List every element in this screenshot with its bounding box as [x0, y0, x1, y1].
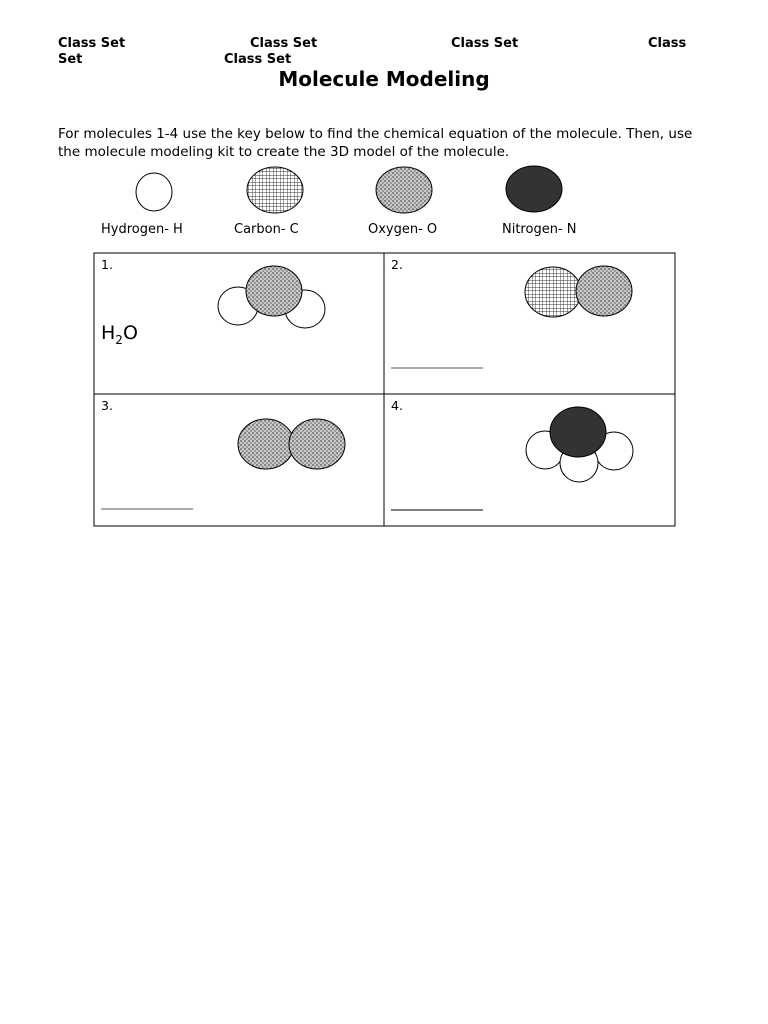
molecule-1-model: [218, 266, 325, 328]
cell-number-1: 1.: [101, 257, 113, 272]
key-label-hydrogen: Hydrogen- H: [101, 222, 183, 237]
cell-number-4: 4.: [391, 398, 403, 413]
key-label-oxygen: Oxygen- O: [368, 222, 438, 237]
key-label-nitrogen: Nitrogen- N: [502, 222, 577, 237]
header-set-5: Set: [58, 52, 83, 67]
key-atom-oxygen: [376, 167, 432, 213]
header-class-set-1: Class Set: [58, 36, 126, 51]
header-class-set-6: Class Set: [224, 52, 292, 67]
header-class-set-3: Class Set: [451, 36, 519, 51]
key-label-carbon: Carbon- C: [234, 222, 299, 237]
molecule-1-formula: [101, 322, 138, 347]
key-atom-carbon: [247, 167, 303, 213]
header-class-set-2: Class Set: [250, 36, 318, 51]
header-class-4: Class: [648, 36, 687, 51]
instructions-text: For molecules 1-4 use the key below to find the chemical equation of the molecule. Then, use the molecule modeling kit to create the 3D model of the molecule.: [58, 126, 693, 160]
molecule-4-model: [526, 407, 633, 482]
key-atom-hydrogen: [136, 173, 172, 211]
cell-number-3: 3.: [101, 398, 113, 413]
key-atom-nitrogen: [506, 166, 562, 212]
formula-element-h: H: [101, 322, 116, 344]
molecule-3-model: [238, 419, 345, 469]
formula-subscript: 2: [115, 332, 123, 347]
formula-element-o: O: [122, 322, 138, 344]
cell-number-2: 2.: [391, 257, 403, 272]
page-title: Molecule Modeling: [278, 67, 490, 91]
molecule-2-model: [525, 266, 632, 317]
